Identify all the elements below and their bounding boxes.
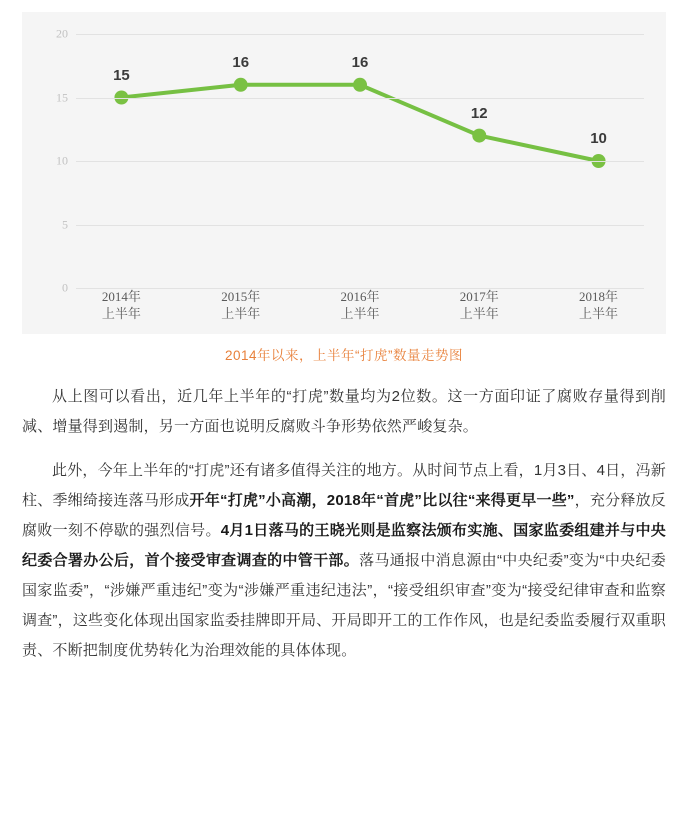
gridline [76,161,644,162]
gridline [76,225,644,226]
chart-caption: 2014年以来，上半年“打虎”数量走势图 [224,348,464,363]
chart-container [22,12,666,334]
data-point-label: 16 [232,53,250,71]
data-point-marker [353,78,367,92]
data-point-label: 10 [590,130,607,147]
x-axis-tick-line: 上半年 [340,306,380,321]
body-text: 从上图可以看出，近几年上半年的“打虎”数量均为2位数。这一方面印证了腐败存量得到削减、增量得到遏制，另一方面也说明反腐败斗争形势依然严峻复杂。 [22,388,666,435]
body-text: ，充分释放反腐败一刻不停歇的强烈信号。 [22,492,666,539]
x-axis-tick-label [460,288,499,322]
body-text: 此外，今年上半年的“打虎”还有诸多值得关注的地方。从时间节点上看，1月3日、4日，冯新柱、季缃绮接连落马形成 [22,462,666,509]
x-axis-tick-label [102,288,141,322]
y-axis-tick-label: 10 [56,153,68,168]
y-axis-tick-label: 5 [62,217,68,231]
data-point-marker [234,78,248,92]
x-axis-tick-line: 2017年 [459,289,499,304]
data-point-label: 16 [351,53,369,71]
x-axis-tick-line: 2014年 [101,289,141,304]
article-body [22,382,666,666]
paragraph [22,456,666,666]
x-axis-tick-label [340,288,379,322]
gridline [76,34,644,35]
data-point-marker [472,129,486,143]
x-axis-tick-line: 2016年 [340,289,380,304]
gridline [76,98,644,99]
x-axis-tick-line: 2015年 [221,289,261,304]
y-axis-tick-label: 20 [56,26,68,41]
paragraph [22,382,666,442]
series-line [121,85,598,161]
x-axis-tick-label [221,288,260,322]
x-axis-tick-label [579,288,618,322]
emphasis-text: 开年“打虎”小高潮，2018年“首虎”比以往“来得更早一些” [189,492,575,509]
y-axis-tick-label: 0 [62,280,68,295]
x-axis-labels [76,286,644,326]
x-axis-tick-line: 上半年 [579,306,619,321]
page-root [0,12,688,666]
x-axis-tick-line: 2018年 [579,289,619,304]
data-point-label: 15 [113,66,130,84]
chart-canvas [56,26,644,295]
x-axis-tick-line: 上半年 [459,306,499,321]
emphasis-text: 4月1日落马的王晓光则是监察法颁布实施、国家监委组建并与中央纪委合署办公后，首个接受审查调查的中管干部。 [22,522,666,569]
x-axis-tick-line: 上半年 [101,306,141,321]
data-point-label: 12 [470,104,488,122]
x-axis-tick-line: 上半年 [221,306,261,321]
chart-plot-area [32,26,656,326]
body-text: 落马通报中消息源由“中央纪委”变为“中央纪委国家监委”，“涉嫌严重违纪”变为“涉嫌严重违纪违法”，“接受组织审查”变为“接受纪律审查和监察调查”，这些变化体现出国家监委挂牌即开局、开局即开工的工作作风，也是纪委监委履行双重职责、不断把制度优势转化为治理效能的具体体现。 [22,552,667,659]
y-axis-tick-label: 15 [56,90,68,104]
